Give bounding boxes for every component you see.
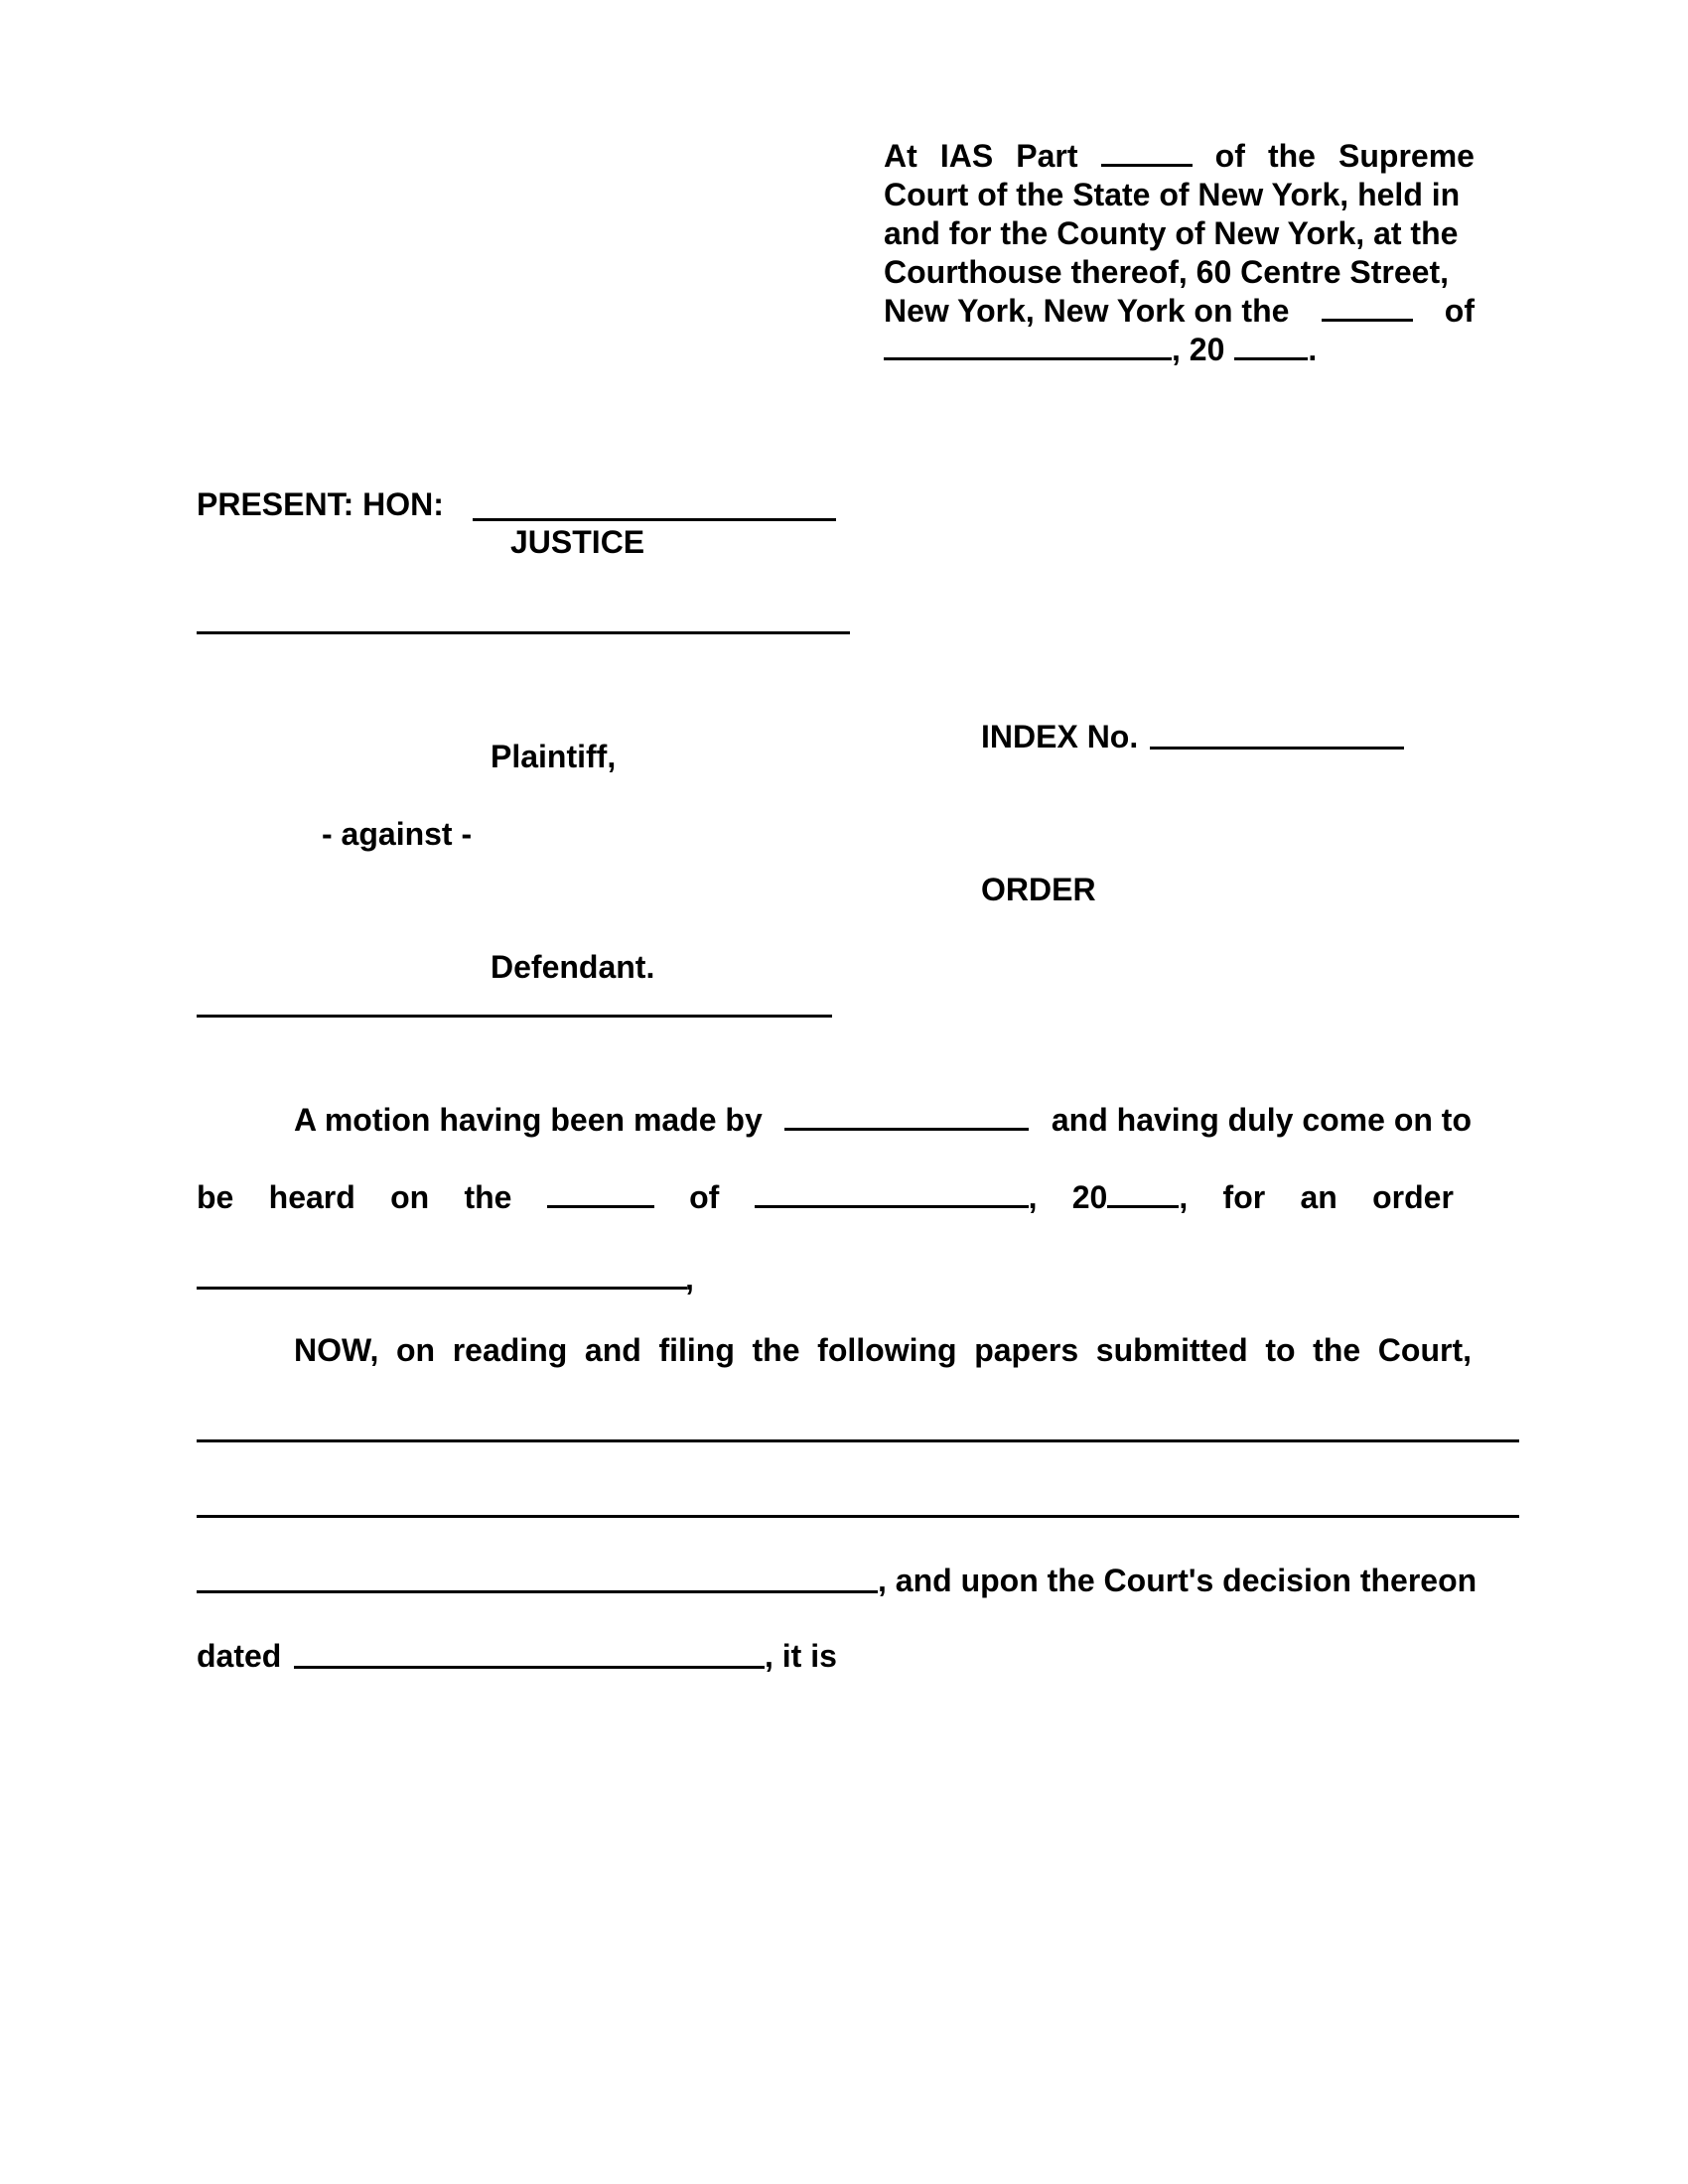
- hearing-year-blank[interactable]: [1107, 1181, 1179, 1208]
- justice-name-blank[interactable]: [473, 518, 836, 521]
- header-word: At: [884, 138, 917, 174]
- it-is-text: , it is: [765, 1638, 837, 1674]
- caption-bottom-rule: [197, 1015, 832, 1018]
- papers-blank-3[interactable]: [197, 1590, 878, 1593]
- motion-text: and having duly come on to: [1051, 1102, 1472, 1138]
- header-text: and for the County of New York, at the: [884, 215, 1459, 251]
- papers-blank-2[interactable]: [197, 1515, 1519, 1518]
- header-text: , 20: [1172, 332, 1225, 367]
- dated-label: dated: [197, 1638, 282, 1674]
- header-word: Part: [1016, 138, 1078, 174]
- defendant-label: Defendant.: [491, 949, 655, 985]
- header-line-1: [884, 137, 1475, 176]
- caption-top-rule[interactable]: [197, 631, 850, 634]
- header-word: of: [1214, 138, 1245, 174]
- header-line-3: [884, 214, 1475, 253]
- decision-date-blank[interactable]: [294, 1666, 765, 1669]
- motion-word: 20: [1071, 1179, 1108, 1215]
- header-word: the: [1267, 138, 1316, 174]
- hearing-day-blank[interactable]: [547, 1181, 654, 1208]
- index-number-blank[interactable]: [1150, 747, 1404, 750]
- motion-word: an: [1300, 1179, 1337, 1215]
- header-text: .: [1308, 332, 1318, 367]
- decision-text: , and upon the Court's decision thereon: [878, 1563, 1477, 1598]
- header-word: Supreme: [1338, 138, 1475, 174]
- header-text: Court of the State of New York, held in: [884, 177, 1461, 212]
- header-line-4: [884, 253, 1475, 292]
- papers-intro: NOW, on reading and filing the following papers submitted to the Court,: [294, 1332, 1472, 1368]
- header-text: Courthouse thereof, 60 Centre Street,: [884, 254, 1449, 290]
- order-title: ORDER: [981, 872, 1096, 907]
- motion-word: order: [1372, 1179, 1454, 1215]
- header-word: of: [1444, 293, 1475, 329]
- comma: ,: [685, 1261, 694, 1297]
- header-text: New York, New York on the: [884, 293, 1290, 329]
- motion-word: ,: [1179, 1179, 1189, 1215]
- motion-text: A motion having been made by: [294, 1102, 763, 1138]
- motion-word: for: [1222, 1179, 1266, 1215]
- header-word: IAS: [939, 138, 994, 174]
- header-line-2: [884, 176, 1475, 214]
- motion-word: heard: [268, 1179, 355, 1215]
- papers-blank-1[interactable]: [197, 1439, 1519, 1442]
- motion-word: of: [689, 1179, 720, 1215]
- order-relief-blank[interactable]: [197, 1287, 687, 1290]
- movant-blank[interactable]: [784, 1104, 1029, 1131]
- motion-word: be: [197, 1179, 234, 1215]
- index-number-label: INDEX No.: [981, 719, 1139, 754]
- header-line-5: [884, 292, 1475, 331]
- motion-line-1: [294, 1104, 1472, 1136]
- header-line-6: [884, 331, 1475, 369]
- month-blank[interactable]: [884, 332, 1172, 360]
- motion-word: the: [464, 1179, 512, 1215]
- plaintiff-label: Plaintiff,: [491, 739, 617, 774]
- hearing-month-blank[interactable]: [755, 1181, 1029, 1208]
- against-label: - against -: [322, 816, 473, 852]
- ias-part-blank[interactable]: [1101, 138, 1193, 167]
- court-header: [884, 137, 1475, 369]
- justice-label: JUSTICE: [510, 524, 645, 560]
- motion-word: ,: [1028, 1179, 1038, 1215]
- motion-line-2: [197, 1181, 1454, 1213]
- present-hon-label: PRESENT: HON:: [197, 486, 444, 522]
- motion-word: on: [390, 1179, 430, 1215]
- day-blank[interactable]: [1322, 293, 1413, 322]
- year-blank[interactable]: [1234, 332, 1308, 360]
